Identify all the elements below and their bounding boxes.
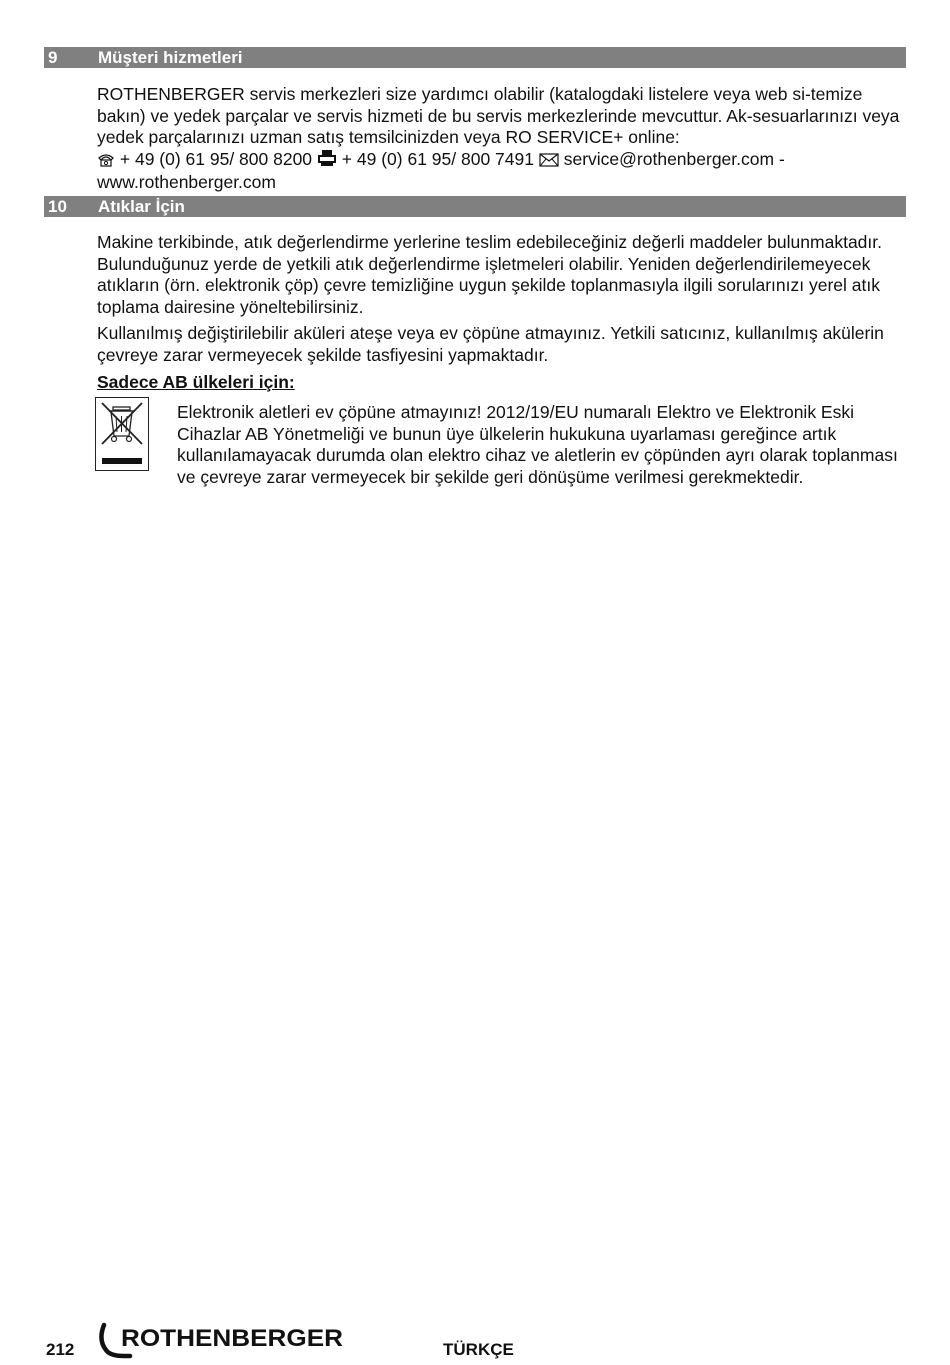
svg-text:ROTHENBERGER: ROTHENBERGER xyxy=(121,1325,343,1352)
phone-icon xyxy=(97,151,115,173)
section-title: Müşteri hizmetleri xyxy=(98,48,243,67)
weee-bin-icon xyxy=(95,397,149,471)
section-number: 9 xyxy=(48,48,58,67)
website-link[interactable]: www.rothenberger.com xyxy=(97,172,276,193)
section-title: Atıklar İçin xyxy=(98,197,185,216)
contact-line xyxy=(97,149,905,173)
section-10-header xyxy=(44,196,906,217)
language-label: TÜRKÇE xyxy=(443,1340,514,1359)
rothenberger-logo xyxy=(96,1322,348,1360)
fax-icon xyxy=(317,149,337,173)
section-number: 10 xyxy=(48,197,67,216)
section-9-header xyxy=(44,47,906,68)
mail-icon xyxy=(539,151,559,173)
eu-heading: Sadece AB ülkeleri için: xyxy=(97,372,295,392)
phone-number: + 49 (0) 61 95/ 800 8200 xyxy=(119,148,313,169)
weee-notice: Elektronik aletleri ev çöpüne atmayınız! 2012/19/EU numaralı Elektro ve Elektronik Eski Cihazlar AB Yönetmeliği ve bunun üye ülkelerin hukukuna uyarlaması gereğince artık kullanılamayacak durumda olan elektro cihaz ve aletlerin ev çöpünden ayrı olarak toplanması ve çevreye zarar vermeyecek bir şekilde geri dönüşüme verilmesi gerekmektedir. xyxy=(177,402,898,487)
email-link[interactable]: service@rothenberger.com - xyxy=(563,148,785,169)
page-number: 212 xyxy=(46,1340,75,1359)
section-9-body xyxy=(97,84,905,194)
battery-paragraph: Kullanılmış değiştirilebilir aküleri ateşe veya ev çöpüne atmayınız. Yetkili satıcınız, kullanılmış akülerin çevreye zarar vermeyecek şekilde tasfiyesini yapmaktadır. xyxy=(97,323,884,365)
disposal-paragraph: Makine terkibinde, atık değerlendirme yerlerine teslim edebileceğiniz değerli maddeler bulunmaktadır. Bulunduğunuz yerde de yetkili atık değerlendirme işletmeleri olabilir. Yeniden değerlendirilemeyecek atıkların (örn. elektronik çöp) çevre temizliğine uygun şekilde toplanmasıyla ilgili sorularınızı yerel atık toplama dairesine yöneltebilirsiniz. xyxy=(97,232,882,317)
fax-number: + 49 (0) 61 95/ 800 7491 xyxy=(341,148,534,169)
service-paragraph: ROTHENBERGER servis merkezleri size yardımcı olabilir (katalogdaki listelere veya web si-temize bakın) ve yedek parçalar ve servis hizmeti de bu servis merkezlerinde mevcuttur. Ak-sesuarlarınızı veya yedek parçalarınızı uzman satış temsilcinizden veya RO SERVICE+ online: xyxy=(97,84,900,148)
